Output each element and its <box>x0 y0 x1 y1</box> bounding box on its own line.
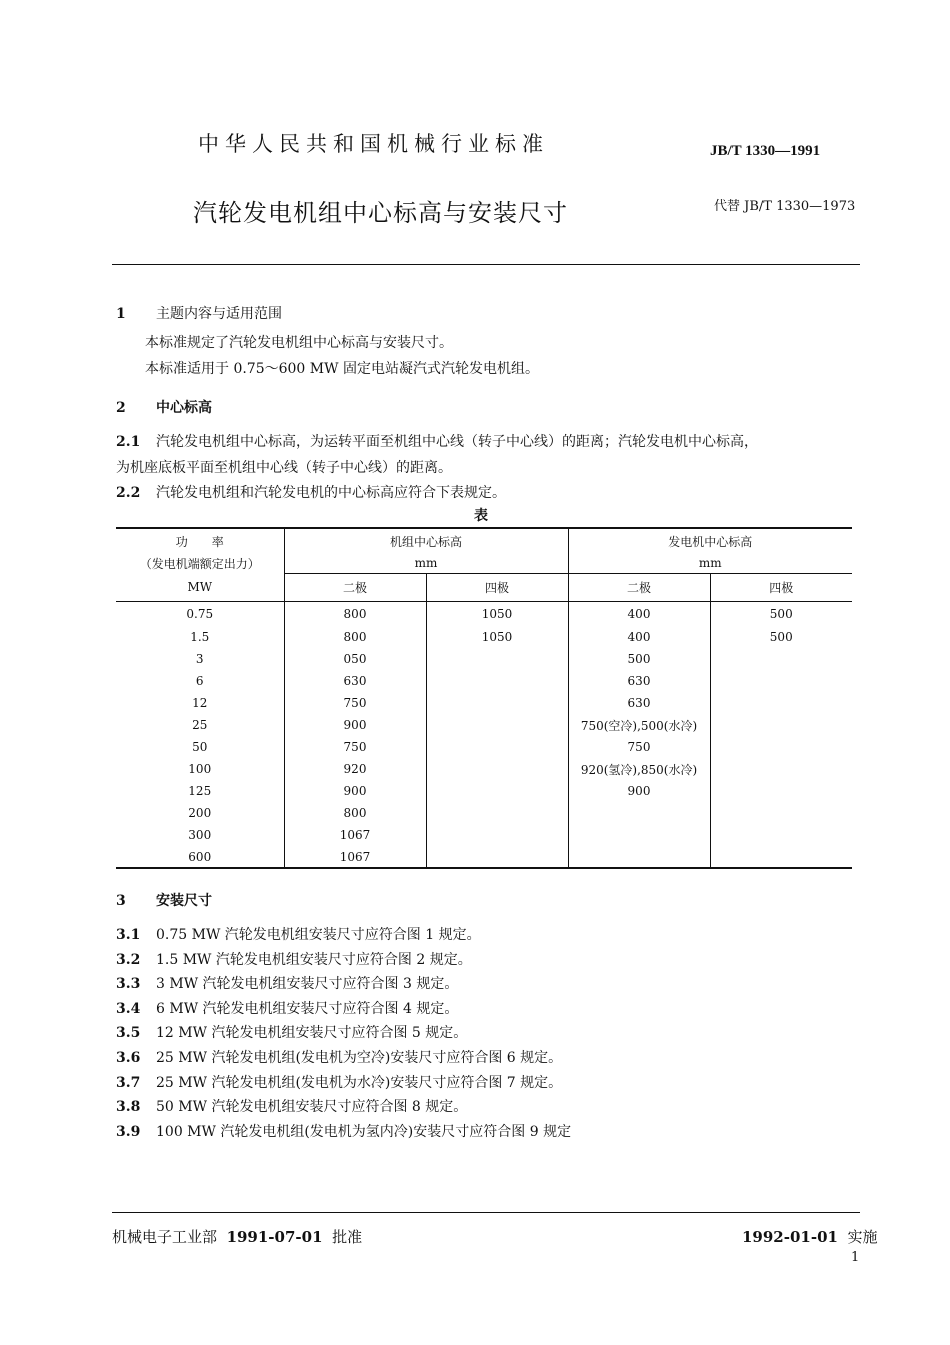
header-divider <box>112 264 860 265</box>
clause-2-1-line-1: 2.1 汽轮发电机组中心标高，为运转平面至机组中心线（转子中心线）的距离；汽轮发电机中心标高， <box>116 434 758 450</box>
table-cell-g2: 630 <box>568 692 710 714</box>
table-cell-g4: 500 <box>710 601 852 626</box>
table-cell-u2: 750 <box>284 692 426 714</box>
implementation-line: 1992-01-01 实施 <box>742 1228 878 1246</box>
section-1-paragraph-2: 本标准适用于 0.75～600 MW 固定电站凝汽式汽轮发电机组。 <box>145 361 539 377</box>
install-clause: 3.8 50 MW 汽轮发电机组安装尺寸应符合图 8 规定。 <box>116 1099 468 1116</box>
table-cell-u2: 050 <box>284 648 426 670</box>
table-cell-u4: 1050 <box>426 601 568 626</box>
table-cell-u4 <box>426 824 568 846</box>
table-cell-u2: 800 <box>284 802 426 824</box>
center-height-table <box>116 527 852 869</box>
table-cell-power: 3 <box>195 652 204 666</box>
table-cell-u4 <box>426 780 568 802</box>
table-cell-g2: 400 <box>568 601 710 626</box>
table-cell-power: 1.5 <box>190 630 210 644</box>
install-clause: 3.2 1.5 MW 汽轮发电机组安装尺寸应符合图 2 规定。 <box>116 951 472 968</box>
clause-2-1-line-2: 为机座底板平面至机组中心线（转子中心线）的距离。 <box>116 460 452 476</box>
power-header-unit: MW <box>116 573 284 601</box>
table-cell-power: 100 <box>188 762 212 776</box>
table-cell-u2: 920 <box>284 758 426 780</box>
table-cell-g4 <box>710 648 852 670</box>
install-clause: 3.5 12 MW 汽轮发电机组安装尺寸应符合图 5 规定。 <box>116 1025 468 1042</box>
install-clause: 3.4 6 MW 汽轮发电机组安装尺寸应符合图 4 规定。 <box>116 1000 459 1017</box>
table-row <box>116 692 852 714</box>
table-cell-power: 50 <box>192 740 208 754</box>
table-cell-g2 <box>568 824 710 846</box>
install-clause: 3.3 3 MW 汽轮发电机组安装尺寸应符合图 3 规定。 <box>116 976 459 993</box>
table-cell-g2: 750 <box>568 736 710 758</box>
table-row <box>116 648 852 670</box>
section-1-heading: 1 主题内容与适用范围 <box>116 306 282 322</box>
table-cell-g4 <box>710 802 852 824</box>
unit-height-group-header: 机组中心标高 <box>284 528 568 553</box>
unit-four-pole-header: 四极 <box>426 573 568 601</box>
table-cell-u4 <box>426 648 568 670</box>
table-cell-g4 <box>710 824 852 846</box>
table-row <box>116 670 852 692</box>
table-cell-u4 <box>426 846 568 868</box>
generator-height-unit: mm <box>568 553 852 573</box>
table-cell-u4 <box>426 670 568 692</box>
table-row <box>116 846 852 868</box>
install-clause: 3.1 0.75 MW 汽轮发电机组安装尺寸应符合图 1 规定。 <box>116 927 481 943</box>
table-cell-g2 <box>568 846 710 868</box>
table-row <box>116 802 852 824</box>
replaces-note: 代替 JB/T 1330—1973 <box>714 199 856 214</box>
table-cell-power: 300 <box>188 828 212 842</box>
table-cell-power: 6 <box>195 674 204 688</box>
table-body <box>116 601 852 868</box>
generator-two-pole-header: 二极 <box>568 573 710 601</box>
table-cell-g4 <box>710 714 852 736</box>
table-cell-g2 <box>568 802 710 824</box>
table-row <box>116 824 852 846</box>
table-cell-g2: 630 <box>568 670 710 692</box>
table-cell-power: 0.75 <box>186 606 214 621</box>
table-cell-g2: 920(氢冷),850(水冷) <box>568 758 710 780</box>
table-cell-u4 <box>426 736 568 758</box>
table-row <box>116 780 852 802</box>
table-cell-u2: 630 <box>284 670 426 692</box>
table-caption: 表 <box>474 508 488 524</box>
table-cell-u2: 750 <box>284 736 426 758</box>
table-cell-u4 <box>426 802 568 824</box>
document-title: 汽轮发电机组中心标高与安装尺寸 <box>193 199 568 227</box>
generator-height-group-header: 发电机中心标高 <box>568 528 852 553</box>
section-2-heading: 2 中心标高 <box>116 400 212 416</box>
standard-organization: 中华人民共和国机械行业标准 <box>198 132 549 156</box>
power-header-line-2: （发电机端额定出力） <box>139 556 260 571</box>
table-cell-g2: 900 <box>568 780 710 802</box>
table-row <box>116 601 852 626</box>
section-3-heading: 3 安装尺寸 <box>116 893 212 909</box>
table-cell-u2: 1067 <box>284 824 426 846</box>
table-cell-g2: 400 <box>568 626 710 648</box>
page-number: 1 <box>851 1250 860 1265</box>
section-1-paragraph-1: 本标准规定了汽轮发电机组中心标高与安装尺寸。 <box>145 335 453 351</box>
table-cell-u4 <box>426 758 568 780</box>
table-cell-g2: 500 <box>568 648 710 670</box>
table-row <box>116 736 852 758</box>
unit-two-pole-header: 二极 <box>284 573 426 601</box>
table-cell-u2: 800 <box>284 601 426 626</box>
table-cell-power: 125 <box>188 784 212 798</box>
table-cell-g4 <box>710 736 852 758</box>
table-cell-g4 <box>710 670 852 692</box>
table-cell-g2: 750(空冷),500(水冷) <box>568 714 710 736</box>
generator-four-pole-header: 四极 <box>710 573 852 601</box>
table-cell-u2: 900 <box>284 714 426 736</box>
table-row <box>116 714 852 736</box>
table-cell-u4: 1050 <box>426 626 568 648</box>
table-cell-u4 <box>426 714 568 736</box>
table-cell-g4 <box>710 846 852 868</box>
table-cell-power: 12 <box>192 696 208 710</box>
table-cell-g4 <box>710 692 852 714</box>
table-cell-u2: 900 <box>284 780 426 802</box>
table-cell-u2: 1067 <box>284 846 426 868</box>
table-cell-power: 200 <box>188 806 212 820</box>
table-cell-g4 <box>710 780 852 802</box>
approval-line: 机械电子工业部 1991-07-01 批准 <box>112 1228 363 1246</box>
power-header-line-1: 功 率 <box>116 528 284 553</box>
clause-2-2: 2.2 汽轮发电机组和汽轮发电机的中心标高应符合下表规定。 <box>116 485 506 501</box>
table-cell-u4 <box>426 692 568 714</box>
install-clause: 3.9 100 MW 汽轮发电机组(发电机为氢内冷)安装尺寸应符合图 9 规定 <box>116 1123 572 1140</box>
standard-code: JB/T 1330—1991 <box>710 143 821 159</box>
unit-height-unit: mm <box>284 553 568 573</box>
footer-divider <box>112 1212 860 1213</box>
table-cell-g4 <box>710 758 852 780</box>
install-clause: 3.6 25 MW 汽轮发电机组(发电机为空冷)安装尺寸应符合图 6 规定。 <box>116 1050 563 1066</box>
install-clause: 3.7 25 MW 汽轮发电机组(发电机为水冷)安装尺寸应符合图 7 规定。 <box>116 1074 563 1091</box>
table-row <box>116 626 852 648</box>
table-row <box>116 758 852 780</box>
table-cell-u2: 800 <box>284 626 426 648</box>
table-cell-power: 600 <box>116 846 284 868</box>
table-cell-g4: 500 <box>710 626 852 648</box>
table-cell-power: 25 <box>192 718 208 732</box>
